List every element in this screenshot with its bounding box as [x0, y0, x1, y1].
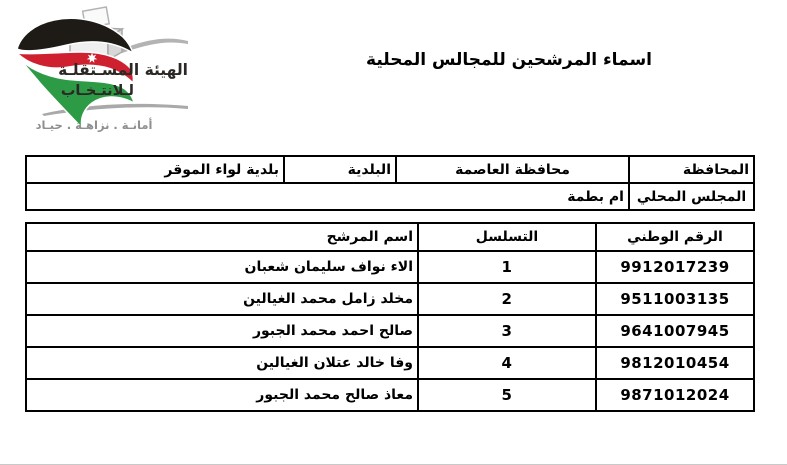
page-title: اسماء المرشحين للمجالس المحلية: [366, 50, 652, 70]
location-info-table: [25, 155, 755, 211]
candidate-name-cell: الاء نواف سليمان شعبان: [26, 251, 418, 283]
municipality-label: البلدية: [284, 156, 396, 183]
serial-cell: 5: [418, 379, 596, 411]
serial-cell: 2: [418, 283, 596, 315]
candidates-header-row: [26, 223, 754, 251]
governorate-label: المحافظة: [629, 156, 754, 183]
candidate-row: [26, 315, 754, 347]
local-council-value: ام بطمة: [26, 183, 629, 210]
local-council-label: المجلس المحلي: [629, 183, 754, 210]
iec-logo: [8, 2, 192, 142]
candidate-row: [26, 251, 754, 283]
org-name-line2: لـلانتـخـاب: [60, 83, 134, 99]
national-id-cell: 9812010454: [596, 347, 754, 379]
info-row-governorate: [26, 156, 754, 183]
candidate-row: [26, 347, 754, 379]
info-row-local-council: [26, 183, 754, 210]
serial-cell: 4: [418, 347, 596, 379]
org-tagline: أمانـة . نزاهـة . حيـاد: [35, 118, 153, 132]
municipality-value: بلدية لواء الموقر: [26, 156, 284, 183]
national-id-cell: 9871012024: [596, 379, 754, 411]
national-id-cell: 9511003135: [596, 283, 754, 315]
national-id-cell: 9641007945: [596, 315, 754, 347]
org-name-line1: الهيئة المسـتقلـة: [58, 61, 188, 79]
candidate-name-cell: وفا خالد عتلان الغيالين: [26, 347, 418, 379]
candidate-row: [26, 283, 754, 315]
candidate-name-cell: مخلد زامل محمد الغيالين: [26, 283, 418, 315]
candidate-name-cell: معاذ صالح محمد الجبور: [26, 379, 418, 411]
national-id-header: الرقم الوطني: [596, 223, 754, 251]
serial-cell: 1: [418, 251, 596, 283]
governorate-value: محافظة العاصمة: [396, 156, 629, 183]
candidate-name-cell: صالح احمد محمد الجبور: [26, 315, 418, 347]
name-header: اسم المرشح: [26, 223, 418, 251]
candidates-table: [25, 222, 755, 412]
serial-header: التسلسل: [418, 223, 596, 251]
candidate-row: [26, 379, 754, 411]
national-id-cell: 9912017239: [596, 251, 754, 283]
serial-cell: 3: [418, 315, 596, 347]
